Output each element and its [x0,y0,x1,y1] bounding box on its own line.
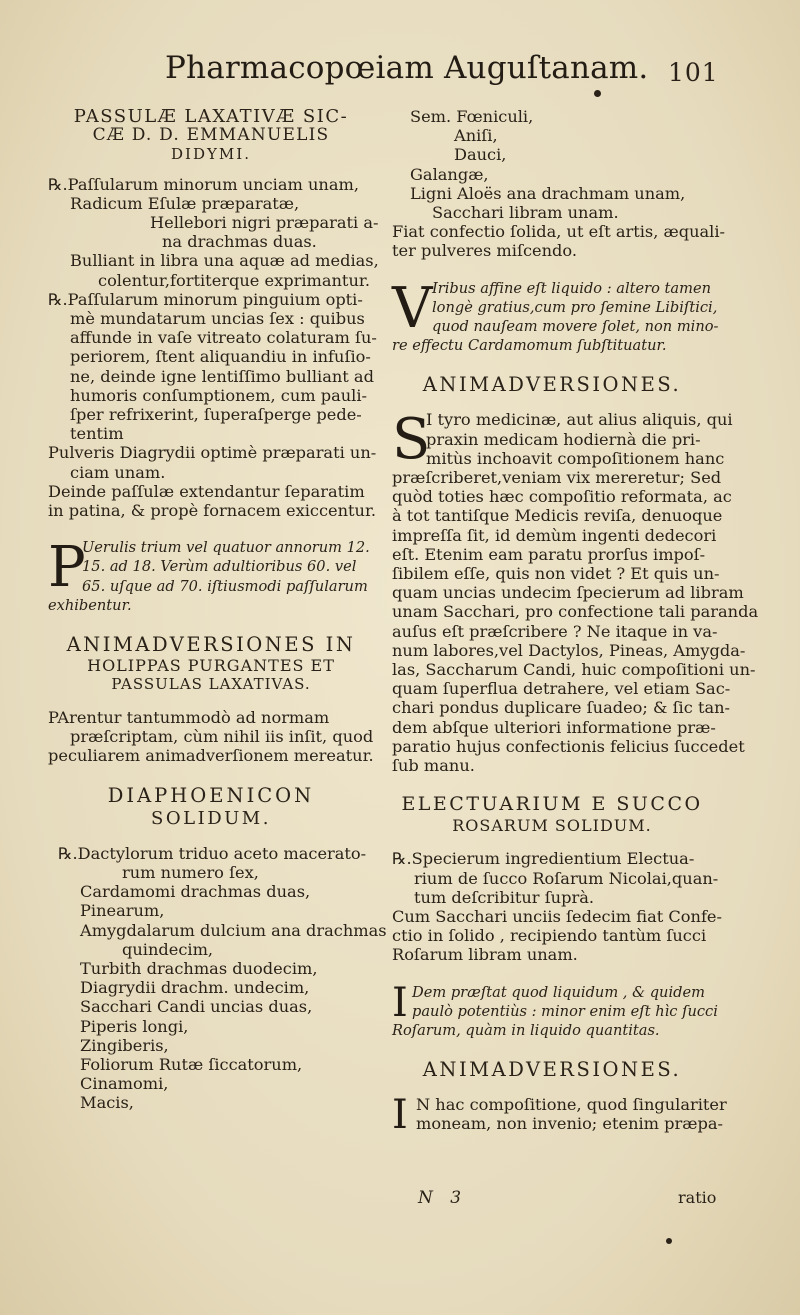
recipe-electuarium [392,849,722,965]
text-line: præſcriptam, cùm nihil iis inſit, quod [70,727,374,747]
text-line: Cum Sacchari unciis ſedecim fiat Confe- [392,906,722,926]
section-heading-diaphoenicon [48,784,374,830]
text-line: N hac compoſitione, quod ſingulariter [416,1095,727,1115]
text-line: Cinamomi, [80,1074,169,1094]
text-line: Dauci, [454,145,507,165]
text-line: tentim [70,424,124,444]
note-line: Dem præſtat quod liquidum , & quidem [412,983,705,1001]
note-line: 65. uſque ad 70. iſtiusmodi paſſularum [82,577,368,595]
section-heading-electuarium [392,793,712,835]
paragraph-animadversiones [392,407,759,776]
page-number: 101 [668,58,719,87]
text-line: las, Saccharum Candi, huic compoſitioni un- [392,660,756,680]
text-line: rum numero ſex, [122,862,259,882]
text-line: in patina, & propè fornacem exiccentur. [48,501,377,521]
recipe-passulae [48,174,379,521]
text-line: dem abſque ulteriori informatione præ- [392,717,716,737]
text-line: Sacchari Candi uncias duas, [80,997,313,1017]
text-line: ter pulveres miſcendo. [392,241,577,261]
drop-cap: I [392,1092,408,1139]
text-line: Foliorum Rutæ ſiccatorum, [80,1054,303,1074]
text-line: impreſſa ſit, id demùm ingenti dedecori [392,525,717,545]
text-line: tum deſcribitur ſuprà. [414,887,595,907]
note-line: longè gratius,cum pro ſemine Libiſtici, [432,298,718,316]
recipe-diaphoenicon [48,843,387,1113]
text-line: Sem. Fœniculi, [410,107,534,126]
heading-line: DIDYMI. [171,145,251,164]
note-line: 15. ad 18. Verùm adultioribus 60. vel [82,558,357,576]
note-line: re effectu Cardamomum ſubſtituatur. [392,337,667,355]
text-line: ℞.Paſſularum minorum unciam unam, [48,174,359,194]
text-line: chari pondus duplicare ſuadeo; & ſic tan- [392,698,731,718]
text-line: auſus eſt præſcribere ? Ne itaque in va- [392,621,718,641]
note-line: Uerulis trium vel quatuor annorum 12. [82,539,370,557]
note-line: quod nauſeam movere ſolet, non mino- [432,318,719,336]
text-line: à tot tantiſque Medicis reviſa, denuoque [392,506,723,526]
text-line: Diagrydii drachm. undecim, [80,978,310,998]
text-line: Aniſi, [454,126,498,146]
text-line: Bulliant in libra una aquæ ad medias, [70,251,379,271]
text-line: Hellebori nigri præparati a- [150,213,379,233]
text-line: ctio in ſolido , recipiendo tantùm ſucci [392,926,707,946]
note-passulae [48,535,374,615]
text-line: præſcriberet,veniam vix mereretur; Sed [392,468,722,488]
section-heading-animadversiones: ANIMADVERSIONES. [422,373,682,397]
text-line: Turbith drachmas duodecim, [80,958,318,978]
text-line: ℞.Specierum ingredientium Electua- [392,849,695,869]
text-line: mitùs inchoavit compoſitionem hanc [426,448,725,468]
running-header [0,50,800,100]
text-line: moneam, non invenio; etenim præpa- [416,1114,723,1134]
text-line: Pulveris Diagrydii optimè præparati un- [48,443,377,463]
text-line: peculiarem animadverſionem mereatur. [48,746,374,766]
text-line: paratio hujus confectionis felicius ſuccedet [392,736,745,756]
text-line: quam ſuperflua detrahere, vel etiam Sac- [392,679,731,699]
text-line: affunde in vaſe vitreato colaturam ſu- [70,328,377,348]
heading-line: DIAPHOENICON [107,783,315,807]
text-line: Deinde paſſulæ extendantur ſeparatim [48,481,365,501]
text-line: ſper refrixerint, ſuperaſperge pede- [70,405,362,425]
heading-line: PASSULÆ LAXATIVÆ SIC- [73,106,349,127]
text-line: eſt. Etenim eam paratu prorſus impoſ- [392,544,706,564]
text-line: Zingiberis, [80,1035,169,1055]
text-line: Amygdalarum dulcium ana drachmas [80,920,387,940]
text-line: quam uncias undecim ſpecierum ad libram [392,583,744,603]
text-line: ℞.Paſſularum minorum pinguium opti- [48,289,363,309]
note-diaphoenicon [392,275,719,356]
text-line: rium de ſucco Roſarum Nicolai,quan- [414,868,719,888]
text-line: Sacchari libram unam. [432,203,619,223]
text-line: Radicum Eſulæ præparatæ, [70,193,300,213]
text-line: mè mundatarum uncias ſex : quibus [70,309,365,329]
text-line: I tyro medicinæ, aut alius aliquis, qui [426,410,733,430]
recipe-continued [392,107,725,261]
text-line: praxin medicam hodiernà die pri- [426,429,701,449]
text-line: ciam unam. [70,462,166,482]
heading-line: ROSARUM SOLIDUM. [452,816,652,836]
text-line: ſub manu. [392,756,475,776]
text-line: unam Sacchari, pro confectione tali paranda [392,602,759,622]
text-line: Cardamomi drachmas duas, [80,882,311,902]
text-line: ſibilem eſſe, quis non videt ? Et quis un- [392,564,720,584]
note-line: Roſarum, quàm in liquido quantitas. [392,1021,660,1039]
text-line: humoris conſumptionem, cum pauli- [70,385,368,405]
signature-mark: N 3 [418,1188,468,1208]
ink-spot [594,90,601,97]
heading-line: PASSULAS LAXATIVAS. [111,675,311,694]
heading-line: CÆ D. D. EMMANUELIS [92,125,330,146]
drop-cap: I [392,979,408,1026]
heading-line: ELECTUARIUM E SUCCO [401,793,703,816]
note-electuarium [392,979,718,1041]
text-line: periorem, ſtent aliquandiu in infuſio- [70,347,371,367]
note-line: paulò potentiùs : minor enim eſt hìc ſucci [412,1002,718,1020]
paragraph-animadversiones-2 [392,1092,727,1139]
section-heading-passulae [48,107,374,165]
heading-line: ANIMADVERSIONES IN [66,633,356,657]
drop-cap: P [48,535,86,601]
heading-line: HOLIPPAS PURGANTES ET [87,656,335,676]
text-line: Pinearum, [80,901,165,921]
text-line: PArentur tantummodò ad normam [48,708,330,728]
text-line: Macis, [80,1093,134,1113]
section-heading-animadversiones-holippas [48,633,374,694]
section-heading-animadversiones-2: ANIMADVERSIONES. [422,1058,682,1082]
text-line: quòd toties hæc compoſitio reformata, ac [392,487,732,507]
ink-spot [666,1238,672,1244]
text-line: colentur,fortiterque exprimantur. [98,270,370,290]
note-line: Iribus affine eſt liquido : altero tamen [432,279,711,297]
text-line: quindecim, [122,939,214,959]
left-column [48,106,387,1113]
drop-cap: S [392,407,431,473]
right-column [392,107,759,1139]
catchword: ratio [678,1188,717,1207]
text-line: num labores,vel Dactylos, Pineas, Amygda- [392,640,746,660]
note-line: exhibentur. [48,596,132,614]
heading-line: SOLIDUM. [151,807,271,829]
paragraph-holippas [48,708,374,766]
running-title: Pharmacopœiam Auguſtanam. [165,50,649,86]
text-line: Fiat confectio ſolida, ut eſt artis, æquali- [392,222,725,242]
drop-cap: V [392,275,433,341]
text-line: na drachmas duas. [162,232,317,252]
text-line: ℞.Dactylorum triduo aceto macerato- [58,843,367,863]
text-line: Roſarum libram unam. [392,945,578,965]
text-line: Piperis longi, [80,1016,189,1036]
text-line: Galangæ, [410,164,489,184]
text-line: Ligni Aloës ana drachmam unam, [410,183,686,203]
text-line: ne, deinde igne lentiſſimo bulliant ad [70,366,374,386]
